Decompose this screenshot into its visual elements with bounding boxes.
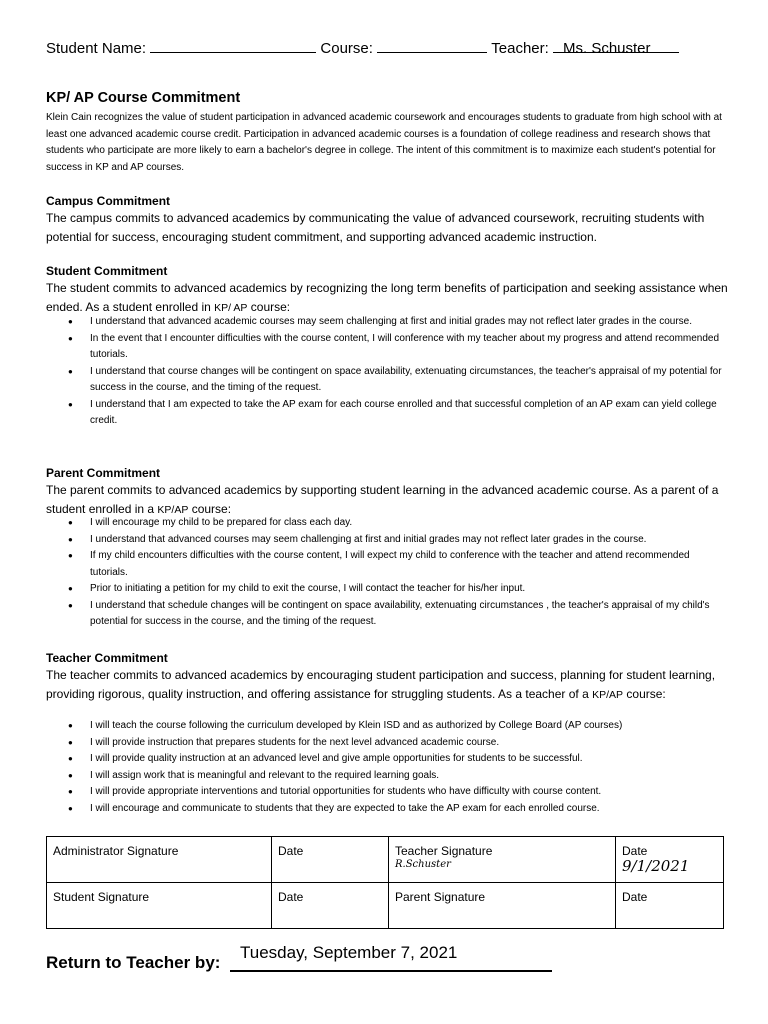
- parent-heading: Parent Commitment: [46, 466, 161, 480]
- intro-paragraph: Klein Cain recognizes the value of student participation in advanced academic coursework and encourages students to graduate from high school with at least one advanced academic course credit. Participation in advanced academic courses is a foundation of college readiness and research shows that students who participate are more likely to earn a bachelor's degree in college. The intent of this commitment is to maximize each student's potential for success in KP and AP courses.: [46, 112, 722, 173]
- list-item: ● I understand that advanced courses may seem challenging at first and initial grades may not reflect later grades in the course.: [46, 532, 726, 549]
- list-item: ● I will encourage and communicate to students that they are expected to take the AP exam for each enrolled course.: [46, 801, 726, 818]
- teacher-date-cell[interactable]: Date 9/1/2021: [616, 837, 724, 883]
- student-date-cell[interactable]: Date: [272, 883, 389, 929]
- student-name-label: Student Name:: [46, 40, 147, 57]
- parent-list: [46, 515, 726, 631]
- list-item: ● In the event that I encounter difficulties with the course content, I will conference with my teacher about my progress and attend recommended tutorials.: [46, 331, 726, 364]
- course-field[interactable]: [377, 38, 487, 53]
- teacher-text: The teacher commits to advanced academics by encouraging student participation and success, planning for student learning, providing rigorous, quality instruction, and offering assistance for struggling students. As a teacher of a KP/AP course:: [46, 668, 716, 701]
- list-item: ● Prior to initiating a petition for my child to exit the course, I will contact the teacher for his/her input.: [46, 581, 726, 598]
- page-title: KP/ AP Course Commitment: [46, 90, 241, 106]
- student-list: [46, 314, 726, 430]
- list-item: ● I understand that course changes will be contingent on space availability, extenuating circumstances, the teacher's appraisal of my potential for success in the course, and the timing of the request.: [46, 364, 726, 397]
- list-item: ● If my child encounters difficulties with the course content, I will expect my child to conference with the teacher and attend recommended tutorials.: [46, 548, 726, 581]
- teacher-heading: Teacher Commitment: [46, 651, 168, 665]
- list-item: ● I will provide quality instruction at an advanced level and give ample opportunities for students to be successful.: [46, 751, 726, 768]
- list-item: ● I understand that I am expected to take the AP exam for each course enrolled and that successful completion of an AP exam can yield college credit.: [46, 397, 726, 430]
- student-text: The student commits to advanced academics by recognizing the long term benefits of participation and seeking assistance when ended. As a student enrolled in KP/ AP course:: [46, 281, 728, 314]
- table-row: [47, 883, 724, 929]
- return-date-value: Tuesday, September 7, 2021: [240, 943, 458, 962]
- signature-table: [46, 836, 724, 929]
- course-label: Course:: [320, 40, 373, 57]
- teacher-signature-cell[interactable]: Teacher Signature R.Schuster: [389, 837, 616, 883]
- parent-date-cell[interactable]: Date: [616, 883, 724, 929]
- campus-text: The campus commits to advanced academics by communicating the value of advanced coursework, recruiting students with potential for success, encouraging student commitment, and supporting advanced academic instruction.: [46, 211, 705, 244]
- student-signature-cell[interactable]: Student Signature: [47, 883, 272, 929]
- teacher-label: Teacher:: [491, 40, 549, 57]
- student-heading: Student Commitment: [46, 264, 168, 278]
- list-item: ● I understand that schedule changes will be contingent on space availability, extenuating circumstances , the teacher's appraisal of my child's potential for success in the course, and the timing of the request.: [46, 598, 726, 631]
- teacher-signature: R.Schuster: [395, 859, 451, 870]
- student-name-field[interactable]: [150, 38, 316, 53]
- list-item: ● I will provide instruction that prepares students for the next level advanced academic course.: [46, 735, 726, 752]
- teacher-value: Ms. Schuster: [563, 40, 651, 57]
- parent-text: The parent commits to advanced academics by supporting student learning in the advanced academic course. As a parent of a student enrolled in a KP/AP course:: [46, 483, 719, 516]
- administrator-date-cell[interactable]: Date: [272, 837, 389, 883]
- parent-signature-cell[interactable]: Parent Signature: [389, 883, 616, 929]
- administrator-signature-cell[interactable]: Administrator Signature: [47, 837, 272, 883]
- teacher-list: [46, 718, 726, 817]
- return-date-field[interactable]: [230, 970, 552, 972]
- list-item: ● I will assign work that is meaningful and relevant to the required learning goals.: [46, 768, 726, 785]
- list-item: ● I understand that advanced academic courses may seem challenging at first and initial grades may not reflect later grades in the course.: [46, 314, 726, 331]
- list-item: ● I will provide appropriate interventions and tutorial opportunities for students who have difficulty with course content.: [46, 784, 726, 801]
- table-row: [47, 837, 724, 883]
- teacher-date-value: 9/1/2021: [622, 857, 690, 875]
- campus-heading: Campus Commitment: [46, 194, 171, 208]
- list-item: ● I will encourage my child to be prepared for class each day.: [46, 515, 726, 532]
- return-label: Return to Teacher by:: [46, 953, 221, 972]
- list-item: ● I will teach the course following the curriculum developed by Klein ISD and as authorized by College Board (AP courses): [46, 718, 726, 735]
